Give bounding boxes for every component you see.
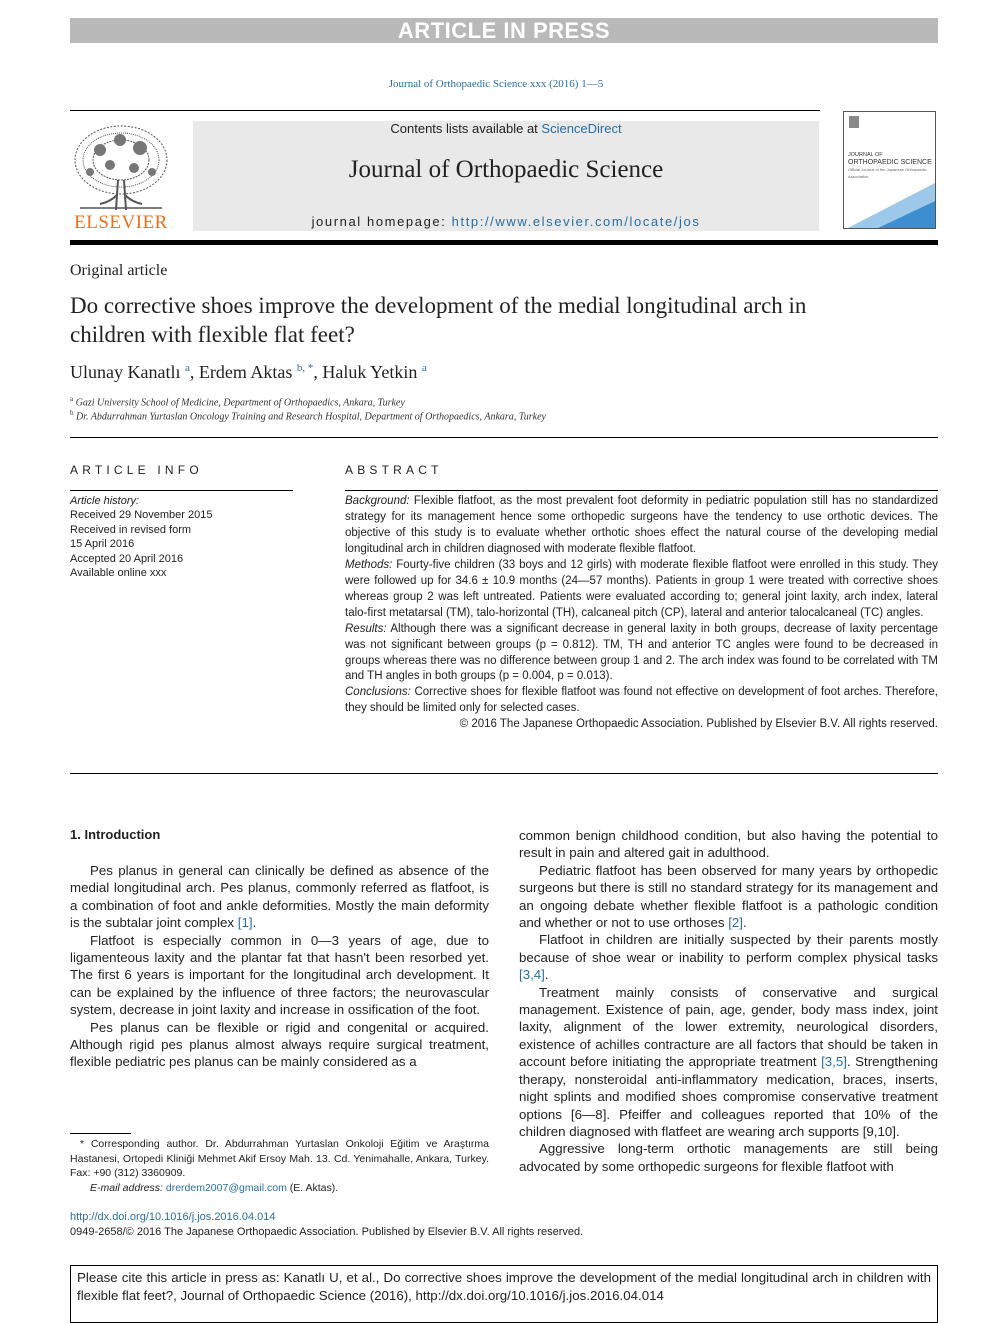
citation-link[interactable]: [1] <box>237 915 253 931</box>
abstract-heading: ABSTRACT <box>345 463 443 477</box>
contents-line <box>193 121 819 136</box>
paragraph-text: . <box>544 967 549 983</box>
author-name[interactable]: Haluk Yetkin <box>322 362 418 382</box>
cover-title <box>848 152 934 180</box>
corresponding-author-footnote <box>70 1137 489 1196</box>
paragraph-text: . <box>252 915 257 931</box>
article-title: Do corrective shoes improve the development of the medial longitudinal arch in children with flexible flat feet? <box>70 293 807 347</box>
abstract-label: Methods: <box>345 558 393 571</box>
history-label: Article history: <box>70 495 140 507</box>
affiliation-text: Dr. Abdurrahman Yurtaslan Oncology Training and Research Hospital, Department of Orthopaedics, Ankara, Turkey <box>76 411 546 423</box>
paragraph-text: Pediatric flatfoot has been observed for many years by orthopedic surgeons but there is still no standard strategy for its management and an ongoing debate whether flexible flatfoot is a pathologic condition and whether or not to use orthoses <box>519 862 938 931</box>
history-item: Available online xxx <box>70 567 167 580</box>
elsevier-wordmark: ELSEVIER <box>74 212 168 233</box>
paragraph-text: Pes planus can be flexible or rigid and congenital or acquired. Although rigid pes planus almost always require surgical treatment, flexible pediatric pes planus can be mainly considered as a <box>70 1019 489 1070</box>
abstract-body <box>345 494 938 733</box>
abstract-section <box>345 622 938 686</box>
journal-homepage <box>193 214 819 229</box>
affiliation <box>70 409 546 422</box>
cover-subtitle: Official Journal of the Japanese Orthopaedic Association <box>848 167 927 179</box>
body-left-column <box>70 862 489 1071</box>
homepage-link[interactable]: http://www.elsevier.com/locate/jos <box>451 214 701 229</box>
author-name[interactable]: Erdem Aktas <box>198 362 293 382</box>
author-separator: , <box>313 362 323 382</box>
history-item: Received 29 November 2015 <box>70 509 213 522</box>
citation-link[interactable]: [2] <box>728 915 743 931</box>
affiliation <box>70 395 405 408</box>
sciencedirect-link[interactable]: ScienceDirect <box>541 121 622 136</box>
paragraph-text: Pes planus in general can clinically be defined as absence of the medial longitudinal arch. Pes planus, commonly referred as flatfoot, is a combination of foot and ankle deformities. Mostly the main deformity is the subtalar joint complex <box>70 863 489 931</box>
divider <box>70 490 293 491</box>
history-item: Received in revised form <box>70 523 192 536</box>
paragraph-text: common benign childhood condition, but also having the potential to result in pain and altered gait in adulthood. <box>519 828 938 861</box>
contents-prefix: Contents lists available at <box>390 121 542 136</box>
masthead-thick-rule <box>70 240 938 245</box>
paragraph-text: Aggressive long-term orthotic managements are still being advocated by some orthopedic surgeons for flexible flatfoot with <box>519 1141 938 1174</box>
journal-title: Journal of Orthopaedic Science <box>348 156 664 183</box>
issn-copyright: 0949-2658/© 2016 The Japanese Orthopaedic Association. Published by Elsevier B.V. All rights reserved. <box>70 1226 584 1238</box>
citation-link[interactable]: [3,4] <box>519 967 545 983</box>
abstract-text: Flexible flatfoot, as the most prevalent foot deformity in pediatric population still has no standardized strategy for its management hence some orthopedic surgeons have the tendency to use orthotic devices. The objective of this study is to evaluate whether orthotic shoes effect the natural course of the developing medial longitudinal arch in children diagnosed with moderate flexible flatfoot. <box>345 495 938 555</box>
paragraph-text: . <box>742 915 747 931</box>
abstract-section <box>345 494 938 558</box>
author-list <box>70 362 427 383</box>
author-affiliation-mark[interactable]: a <box>184 362 190 374</box>
article-in-press-banner: ARTICLE IN PRESS <box>70 18 938 43</box>
author-separator: , <box>189 362 199 382</box>
abstract-text: Although there was a significant decrease in general laxity in both groups, decrease of laxity percentage was not significant between groups (p = 0.812). TM, TH and anterior TC angles were found to be decreased in groups whereas there was no difference between group 1 and 2. The arch index was found to be correlated with TM and TH angles in both groups (p = 0.004, p = 0.013). <box>345 622 938 683</box>
abstract-label: Background: <box>345 495 410 507</box>
body-right-column <box>519 827 938 1175</box>
author-affiliation-mark[interactable]: a <box>421 362 427 374</box>
doi-link[interactable]: http://dx.doi.org/10.1016/j.jos.2016.04.014 <box>70 1211 276 1223</box>
history-item: 15 April 2016 <box>70 538 135 551</box>
article-history <box>70 494 212 580</box>
paragraph-text: Flatfoot is especially common in 0—3 years of age, due to ligamenteous laxity and the plantar fat that hasn't been resorbed yet. The first 6 years is important for the longitudinal arch development. It can be explained by the influence of three factors; the neurovascular system, decrease in joint laxity and increase in ossification of the foot. <box>70 932 489 1018</box>
body-paragraph <box>519 862 938 932</box>
divider <box>70 773 938 774</box>
email-label: E-mail address: <box>90 1182 166 1195</box>
footnote-rule <box>70 1133 131 1134</box>
paragraph-text: . Strengthening therapy, nonsteroidal anti-inflammatory medication, braces, inserts, night splints and modified shoes compromise conservative treatment options [6—8]. Pfeiffer and colleagues reported that 10% of the children diagnosed with flatfeet are wearing arch supports [9,10]. <box>519 1054 938 1139</box>
email-suffix: (E. Aktas). <box>286 1182 339 1195</box>
body-paragraph <box>519 931 938 983</box>
affiliation-label: b <box>70 409 74 417</box>
abstract-label: Conclusions: <box>345 686 411 699</box>
article-info-heading: ARTICLE INFO <box>70 463 203 477</box>
affiliation-text: Gazi University School of Medicine, Department of Orthopaedics, Ankara, Turkey <box>75 397 405 409</box>
section-heading-introduction: 1. Introduction <box>70 827 161 842</box>
divider <box>345 490 938 491</box>
abstract-text: Fourty-five children (33 boys and 12 girls) with moderate flexible flatfoot were enrolled in this study. They were followed up for 34.6 ± 10.9 months (24—57 months). Patients in group 1 were treated with corrective shoes whereas group 2 was left untreated. Patients were evaluated according to; general joint laxity, arch index, lateral talo-first metatarsal (TM), talo-horizontal (TH), calcaneal pitch (CP), lateral and anterior talocalcaneal (TC) angles. <box>345 558 938 619</box>
abstract-copyright: © 2016 The Japanese Orthopaedic Association. Published by Elsevier B.V. All rights reserved. <box>459 718 938 731</box>
abstract-text: Corrective shoes for flexible flatfoot was found not effective on development of foot arches. Therefore, they should be limited only for selected cases. <box>345 686 938 715</box>
cover-title-line2: ORTHOPAEDIC SCIENCE <box>848 159 932 166</box>
article-type: Original article <box>70 262 168 279</box>
divider <box>70 437 938 438</box>
header-rule <box>70 110 820 111</box>
cover-title-line1: JOURNAL OF <box>848 152 883 158</box>
cite-this-article-box: Please cite this article in press as: Kanatlı U, et al., Do corrective shoes improve the development of the medial longitudinal arch in children with flexible flat feet?, Journal of Orthopaedic Science (2016), http://dx.doi.org/10.1016/j.jos.2016.04.014 <box>70 1265 938 1323</box>
affiliation-label: a <box>70 395 74 403</box>
paragraph-text: Treatment mainly consists of conservative and surgical management. Existence of pain, age, gender, body mass index, joint laxity, alignment of the lower extremity, neurological disorders, existence of achilles contracture are all factors that should be taken in account before initiating the appropriate treatment <box>519 984 938 1070</box>
author-affiliation-mark[interactable]: b, * <box>296 362 314 374</box>
body-paragraph <box>519 984 938 1141</box>
corresponding-author: * Corresponding author. Dr. Abdurrahman Yurtaslan Onkoloji Eğitim ve Araştırma Hastanesi, Ortopedi Kliniği Mehmet Akif Ersoy Mah. 13. Cd. Yenimahalle, Ankara, Turkey. Fax: +90 (312) 3360909. <box>70 1138 489 1180</box>
homepage-label: journal homepage: <box>311 214 452 229</box>
abstract-label: Results: <box>345 622 387 635</box>
abstract-section <box>345 558 938 622</box>
body-paragraph <box>70 932 489 1019</box>
email-line <box>70 1181 489 1196</box>
citation-link[interactable]: [3,5] <box>821 1054 847 1070</box>
paragraph-text: Flatfoot in children are initially suspected by their parents mostly because of shoe wear or inability to perform complex physical tasks <box>519 932 938 965</box>
body-paragraph <box>519 1140 938 1175</box>
body-paragraph <box>70 1019 489 1071</box>
author-name[interactable]: Ulunay Kanatlı <box>70 362 181 382</box>
body-paragraph <box>70 862 489 932</box>
email-link[interactable]: drerdem2007@gmail.com <box>165 1182 287 1195</box>
history-item: Accepted 20 April 2016 <box>70 552 184 565</box>
body-paragraph <box>519 827 938 862</box>
abstract-section <box>345 685 938 717</box>
journal-citation-link[interactable]: Journal of Orthopaedic Science xxx (2016) 1—5 <box>388 78 604 90</box>
